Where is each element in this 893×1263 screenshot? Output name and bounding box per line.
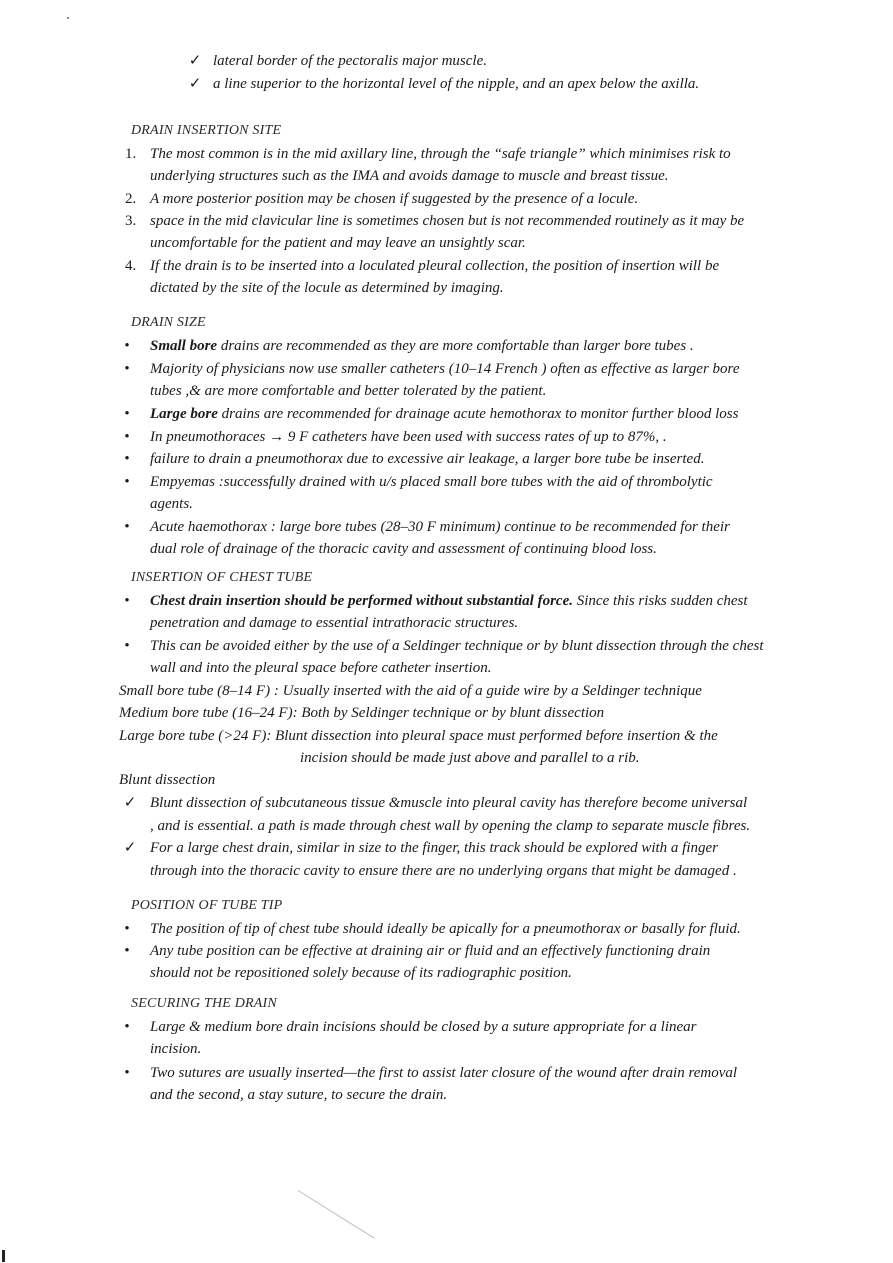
bullet-chest-drain-force (150, 590, 748, 613)
heading-insertion-of-chest-tube: INSERTION OF CHEST TUBE (131, 570, 313, 585)
list-item-text: underlying structures such as the IMA and avoids damage to muscle and breast tissue. (150, 168, 669, 184)
list-item-text: dictated by the site of the locule as determined by imaging. (150, 280, 504, 296)
bullet-icon: • (124, 1065, 130, 1081)
list-item-text: space in the mid clavicular line is sometimes chosen but is not recommended routinely as it may be (150, 213, 745, 229)
bullet-icon: • (124, 361, 130, 377)
bullet-text: The position of tip of chest tube should ideally be apically for a pneumothorax or basally for fluid. (150, 921, 741, 937)
bullet-text: should not be repositioned solely because of its radiographic position. (150, 965, 572, 981)
bullet-text: drains are recommended for drainage acute hemothorax to monitor further blood loss (217, 406, 739, 422)
check-item-pectoralis: lateral border of the pectoralis major muscle. (213, 53, 487, 69)
check-item-text: , and is essential. a path is made through chest wall by opening the clamp to separate muscle fibres. (150, 818, 751, 834)
bullet-text: tubes ,& are more comfortable and better tolerated by the patient. (150, 383, 547, 399)
bullet-text: and the second, a stay suture, to secure the drain. (150, 1087, 448, 1103)
bullet-text: Empyemas :successfully drained with u/s placed small bore tubes with the aid of thrombolytic (150, 474, 713, 490)
scan-artifact (298, 1190, 375, 1239)
tube-large-bore: Large bore tube (>24 F): Blunt dissection into pleural space must performed before insertion & the (119, 728, 718, 744)
bullet-text: incision. (150, 1041, 202, 1057)
bold-term: Small bore (150, 338, 218, 354)
list-number: 1. (125, 146, 137, 162)
bullet-icon: • (124, 638, 130, 654)
bullet-text: Large & medium bore drain incisions should be closed by a suture appropriate for a linear (150, 1019, 697, 1035)
bullet-large-bore (150, 403, 738, 426)
bullet-icon: • (124, 943, 130, 959)
bullet-icon: • (124, 921, 130, 937)
list-item-text: uncomfortable for the patient and may leave an unsightly scar. (150, 235, 526, 251)
bullet-text: drains are recommended as they are more comfortable than larger bore tubes . (217, 338, 694, 354)
bullet-icon: • (124, 429, 130, 445)
check-item-text: through into the thoracic cavity to ensure there are no underlying organs that might be damaged . (150, 863, 737, 879)
heading-drain-insertion-site: DRAIN INSERTION SITE (131, 123, 282, 138)
checkmark-icon: ✓ (188, 53, 202, 69)
bullet-text: dual role of drainage of the thoracic cavity and assessment of continuing blood loss. (150, 541, 657, 557)
bullet-text: Majority of physicians now use smaller catheters (10–14 French ) often as effective as larger bore (150, 361, 740, 377)
blunt-dissection-label: Blunt dissection (119, 772, 216, 788)
bullet-icon: • (124, 406, 130, 422)
bullet-text: In pneumothoraces → 9 F catheters have been used with success rates of up to 87%, . (150, 429, 667, 445)
bullet-text: wall and into the pleural space before catheter insertion. (150, 660, 492, 676)
scan-artifact (2, 1250, 5, 1262)
bullet-text: failure to drain a pneumothorax due to excessive air leakage, a larger bore tube be inserted. (150, 451, 705, 467)
checkmark-icon: ✓ (188, 76, 202, 92)
bullet-icon: • (124, 593, 130, 609)
check-item-text: For a large chest drain, similar in size to the finger, this track should be explored with a finger (150, 840, 719, 856)
bullet-icon: • (124, 474, 130, 490)
checkmark-icon: ✓ (123, 840, 137, 856)
check-item-text: Blunt dissection of subcutaneous tissue &muscle into pleural cavity has therefore become universal (150, 795, 748, 811)
bold-term: Large bore (150, 406, 218, 422)
bold-statement: Chest drain insertion should be performed without substantial force. (150, 593, 573, 609)
bullet-text: This can be avoided either by the use of a Seldinger technique or by blunt dissection through the chest (150, 638, 764, 654)
bullet-text: Acute haemothorax : large bore tubes (28–30 F minimum) continue to be recommended for their (150, 519, 730, 535)
bullet-icon: • (124, 1019, 130, 1035)
list-number: 3. (125, 213, 137, 229)
bullet-text: Any tube position can be effective at draining air or fluid and an effectively functioning drain (150, 943, 711, 959)
list-item-text: The most common is in the mid axillary line, through the “safe triangle” which minimises risk to (150, 146, 731, 162)
heading-position-of-tube-tip: POSITION OF TUBE TIP (131, 898, 283, 913)
list-number: 2. (125, 191, 137, 207)
checkmark-icon: ✓ (123, 795, 137, 811)
list-item-text: A more posterior position may be chosen if suggested by the presence of a locule. (150, 191, 639, 207)
heading-securing-the-drain: SECURING THE DRAIN (131, 996, 277, 1011)
check-item-nipple-line: a line superior to the horizontal level of the nipple, and an apex below the axilla. (213, 76, 700, 92)
bullet-small-bore (150, 335, 694, 358)
tube-medium-bore: Medium bore tube (16–24 F): Both by Seldinger technique or by blunt dissection (119, 705, 605, 721)
list-item-text: If the drain is to be inserted into a loculated pleural collection, the position of insertion will be (150, 258, 720, 274)
tube-small-bore: Small bore tube (8–14 F) : Usually inserted with the aid of a guide wire by a Seldinger technique (119, 683, 702, 699)
bullet-icon: • (124, 451, 130, 467)
bullet-text: penetration and damage to essential intrathoracic structures. (150, 615, 519, 631)
bullet-text: Two sutures are usually inserted—the first to assist later closure of the wound after drain removal (150, 1065, 738, 1081)
heading-drain-size: DRAIN SIZE (131, 315, 206, 330)
bullet-icon: • (124, 338, 130, 354)
list-number: 4. (125, 258, 137, 274)
bullet-text: Since this risks sudden chest (573, 593, 748, 609)
scan-artifact (67, 17, 69, 19)
bullet-text: agents. (150, 496, 193, 512)
tube-large-bore-cont: incision should be made just above and parallel to a rib. (300, 750, 640, 766)
bullet-icon: • (124, 519, 130, 535)
